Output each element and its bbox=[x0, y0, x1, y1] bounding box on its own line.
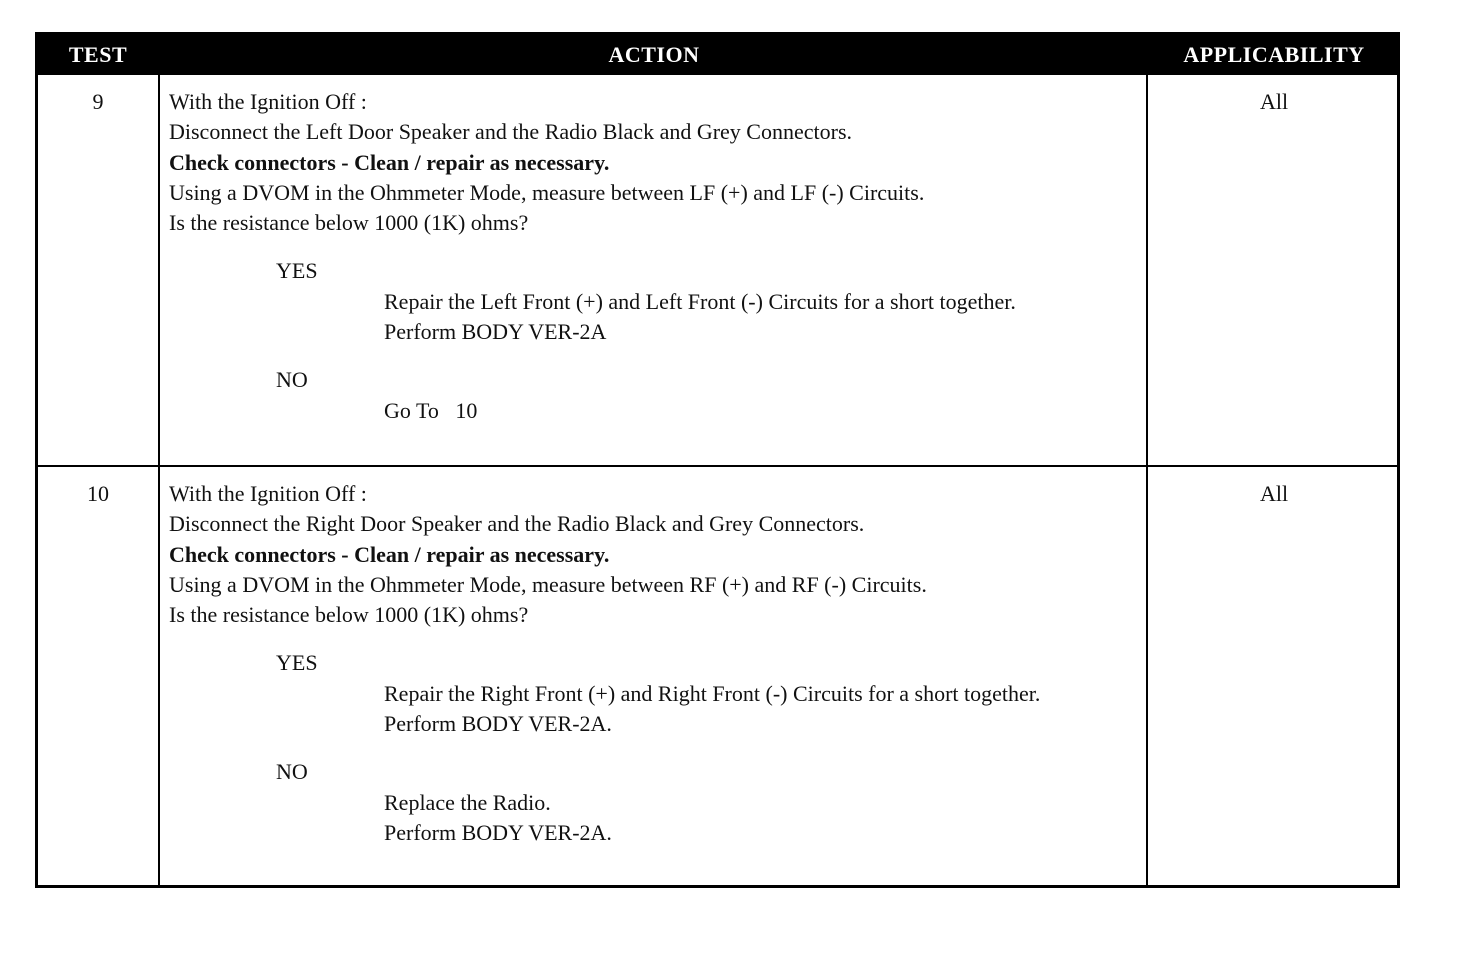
yes-label: YES bbox=[276, 258, 318, 284]
table-header bbox=[38, 35, 1397, 75]
header-applicability: APPLICABILITY bbox=[1183, 42, 1365, 67]
action-line: Is the resistance below 1000 (1K) ohms? bbox=[169, 602, 529, 628]
result-line: Repair the Left Front (+) and Left Front (-) Circuits for a short together. bbox=[384, 288, 1016, 314]
no-label: NO bbox=[276, 759, 308, 785]
yes-result bbox=[384, 287, 1140, 348]
column-divider bbox=[158, 75, 160, 885]
applicability-value: All bbox=[1259, 89, 1289, 114]
action-line: Is the resistance below 1000 (1K) ohms? bbox=[169, 210, 529, 236]
header-test: TEST bbox=[68, 42, 128, 67]
no-result bbox=[384, 788, 1140, 849]
action-line-emphasis: Check connectors - Clean / repair as necessary. bbox=[169, 541, 610, 567]
result-line: Perform BODY VER-2A bbox=[384, 319, 607, 345]
test-action bbox=[169, 479, 1149, 848]
result-line: Perform BODY VER-2A. bbox=[384, 819, 612, 845]
header-action: ACTION bbox=[608, 42, 700, 67]
action-line: Using a DVOM in the Ohmmeter Mode, measure between RF (+) and RF (-) Circuits. bbox=[169, 571, 927, 597]
test-number: 9 bbox=[92, 89, 104, 114]
action-line: Disconnect the Left Door Speaker and the Radio Black and Grey Connectors. bbox=[169, 119, 853, 145]
action-line-emphasis: Check connectors - Clean / repair as necessary. bbox=[169, 149, 610, 175]
applicability-value: All bbox=[1259, 481, 1289, 506]
no-label: NO bbox=[276, 367, 308, 393]
test-action bbox=[169, 87, 1149, 426]
result-line: Repair the Right Front (+) and Right Front (-) Circuits for a short together. bbox=[384, 680, 1041, 706]
result-line: Go To 10 bbox=[384, 397, 478, 423]
action-line: With the Ignition Off : bbox=[169, 481, 367, 506]
action-line: Using a DVOM in the Ohmmeter Mode, measure between LF (+) and LF (-) Circuits. bbox=[169, 179, 925, 205]
test-number: 10 bbox=[87, 481, 109, 506]
procedure-table bbox=[35, 32, 1400, 888]
yes-result bbox=[384, 679, 1140, 740]
action-line: Disconnect the Right Door Speaker and the Radio Black and Grey Connectors. bbox=[169, 511, 865, 537]
result-line: Perform BODY VER-2A. bbox=[384, 711, 612, 737]
result-line: Replace the Radio. bbox=[384, 789, 551, 815]
row-divider bbox=[38, 465, 1397, 467]
no-result bbox=[384, 396, 1140, 426]
action-line: With the Ignition Off : bbox=[169, 89, 367, 114]
yes-label: YES bbox=[276, 650, 318, 676]
